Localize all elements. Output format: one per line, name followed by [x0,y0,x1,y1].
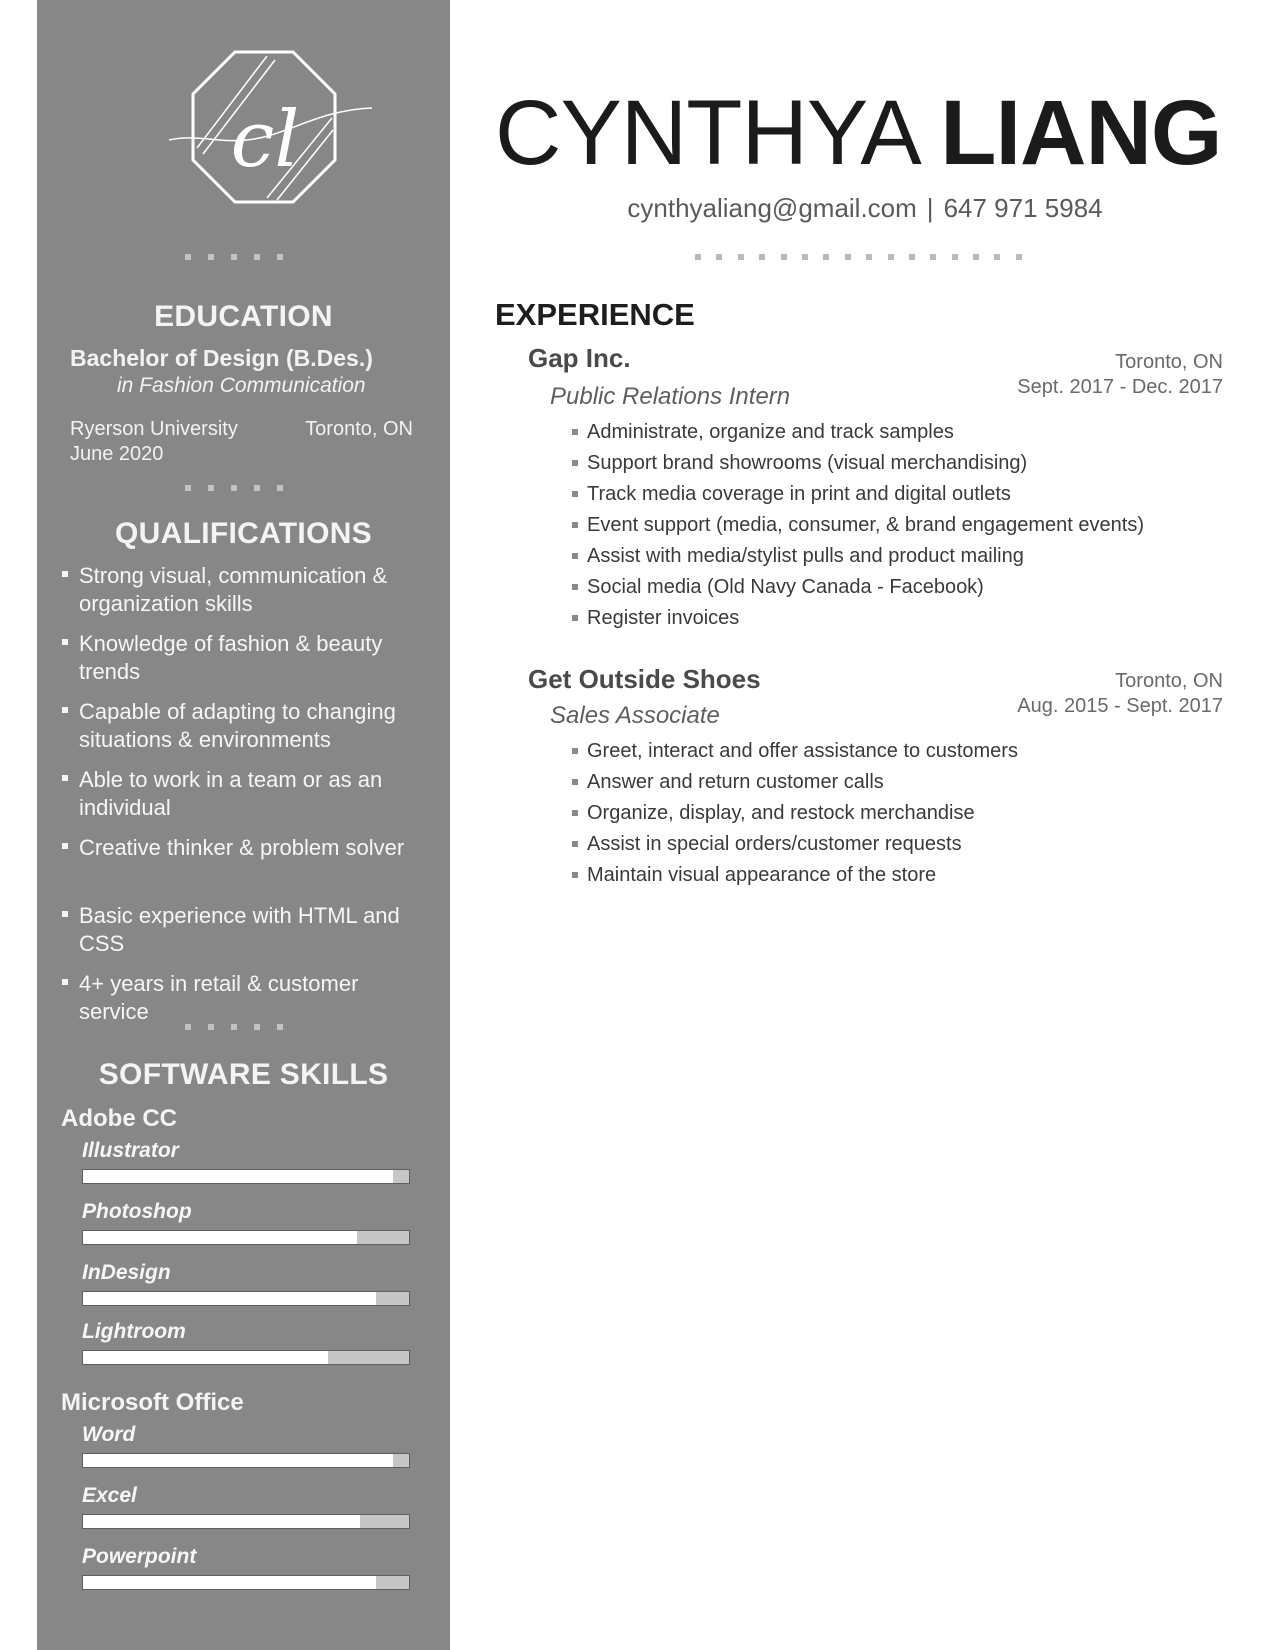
divider-dots [185,485,283,491]
divider-dots [695,254,1022,260]
skill-group-adobe: Adobe CC [61,1105,177,1132]
job-role: Public Relations Intern [550,383,791,410]
qualification-item: Knowledge of fashion & beauty trends [61,630,421,698]
duty-item: Administrate, organize and track samples [572,417,1144,448]
graduation-date: June 2020 [70,443,164,465]
skill-word [82,1423,412,1468]
experience-heading: EXPERIENCE [495,297,695,332]
duty-item: Greet, interact and offer assistance to customers [572,736,1018,767]
skill-bar [82,1230,410,1245]
duty-item: Maintain visual appearance of the store [572,860,1018,891]
divider-dots [185,254,283,260]
skill-lightroom [82,1320,412,1365]
job-entry [528,343,1223,633]
duty-item: Answer and return customer calls [572,767,1018,798]
skill-name: Powerpoint [82,1545,197,1568]
contact-line [495,193,1235,224]
job-dates: Sept. 2017 - Dec. 2017 [1017,376,1223,398]
skill-bar-fill [83,1231,357,1244]
skill-bar-fill [83,1292,376,1305]
skill-name: Word [82,1423,136,1446]
skill-bar-fill [83,1170,393,1183]
skill-bar [82,1350,410,1365]
skill-name: Excel [82,1484,137,1507]
duty-item: Organize, display, and restock merchandise [572,798,1018,829]
skill-bar [82,1291,410,1306]
degree: Bachelor of Design (B.Des.) [70,345,373,371]
qualification-item: Capable of adapting to changing situations & environments [61,698,421,766]
duty-item: Register invoices [572,603,1144,634]
school-name: Ryerson University [70,418,238,440]
software-heading: SOFTWARE SKILLS [98,1058,389,1091]
job-dates: Aug. 2015 - Sept. 2017 [1017,695,1223,717]
company-name: Get Outside Shoes [528,664,761,694]
divider-dots [185,1024,283,1030]
skill-powerpoint [82,1545,412,1590]
skill-name: Lightroom [82,1320,186,1343]
first-name: CYNTHYA [495,82,916,184]
job-location: Toronto, ON [1115,351,1223,373]
duty-item: Social media (Old Navy Canada - Facebook) [572,572,1144,603]
qualification-item: Creative thinker & problem solver [61,834,421,902]
monogram-logo [167,48,387,213]
email: cynthyaliang@gmail.com [627,193,917,223]
job-role: Sales Associate [550,702,720,729]
duty-list [572,417,1144,634]
skill-excel [82,1484,412,1529]
contact-separator: | [926,193,934,223]
monogram-text: cl [230,95,300,185]
qualification-item: 4+ years in retail & customer service [61,970,421,1038]
qualifications-list [61,562,421,1038]
qualifications-heading: QUALIFICATIONS [115,517,372,550]
qualification-item: Able to work in a team or as an individual [61,766,421,834]
sidebar [37,0,450,1650]
duty-item: Assist with media/stylist pulls and product mailing [572,541,1144,572]
last-name: LIANG [940,82,1222,184]
skill-bar-fill [83,1454,393,1467]
skill-illustrator [82,1139,412,1184]
education-heading: EDUCATION [154,300,333,333]
skill-indesign [82,1261,412,1306]
phone: 647 971 5984 [943,193,1103,223]
job-location: Toronto, ON [1115,670,1223,692]
duty-item: Support brand showrooms (visual merchandising) [572,448,1144,479]
skill-bar-fill [83,1515,360,1528]
skill-bar [82,1169,410,1184]
degree-field: in Fashion Communication [117,374,366,397]
skill-bar [82,1514,410,1529]
skill-name: Illustrator [82,1139,179,1162]
full-name [495,78,1221,188]
skill-name: Photoshop [82,1200,192,1223]
skill-bar-fill [83,1351,328,1364]
skill-photoshop [82,1200,412,1245]
duty-item: Assist in special orders/customer requests [572,829,1018,860]
qualification-item: Strong visual, communication & organization skills [61,562,421,630]
skill-name: InDesign [82,1261,171,1284]
duty-item: Track media coverage in print and digital outlets [572,479,1144,510]
duty-item: Event support (media, consumer, & brand engagement events) [572,510,1144,541]
qualification-item: Basic experience with HTML and CSS [61,902,421,970]
skill-bar [82,1575,410,1590]
school-location: Toronto, ON [305,418,413,440]
skill-bar [82,1453,410,1468]
skill-bar-fill [83,1576,376,1589]
skill-group-microsoft: Microsoft Office [61,1389,244,1416]
company-name: Gap Inc. [528,343,631,373]
job-entry [528,664,1223,894]
duty-list [572,736,1018,891]
